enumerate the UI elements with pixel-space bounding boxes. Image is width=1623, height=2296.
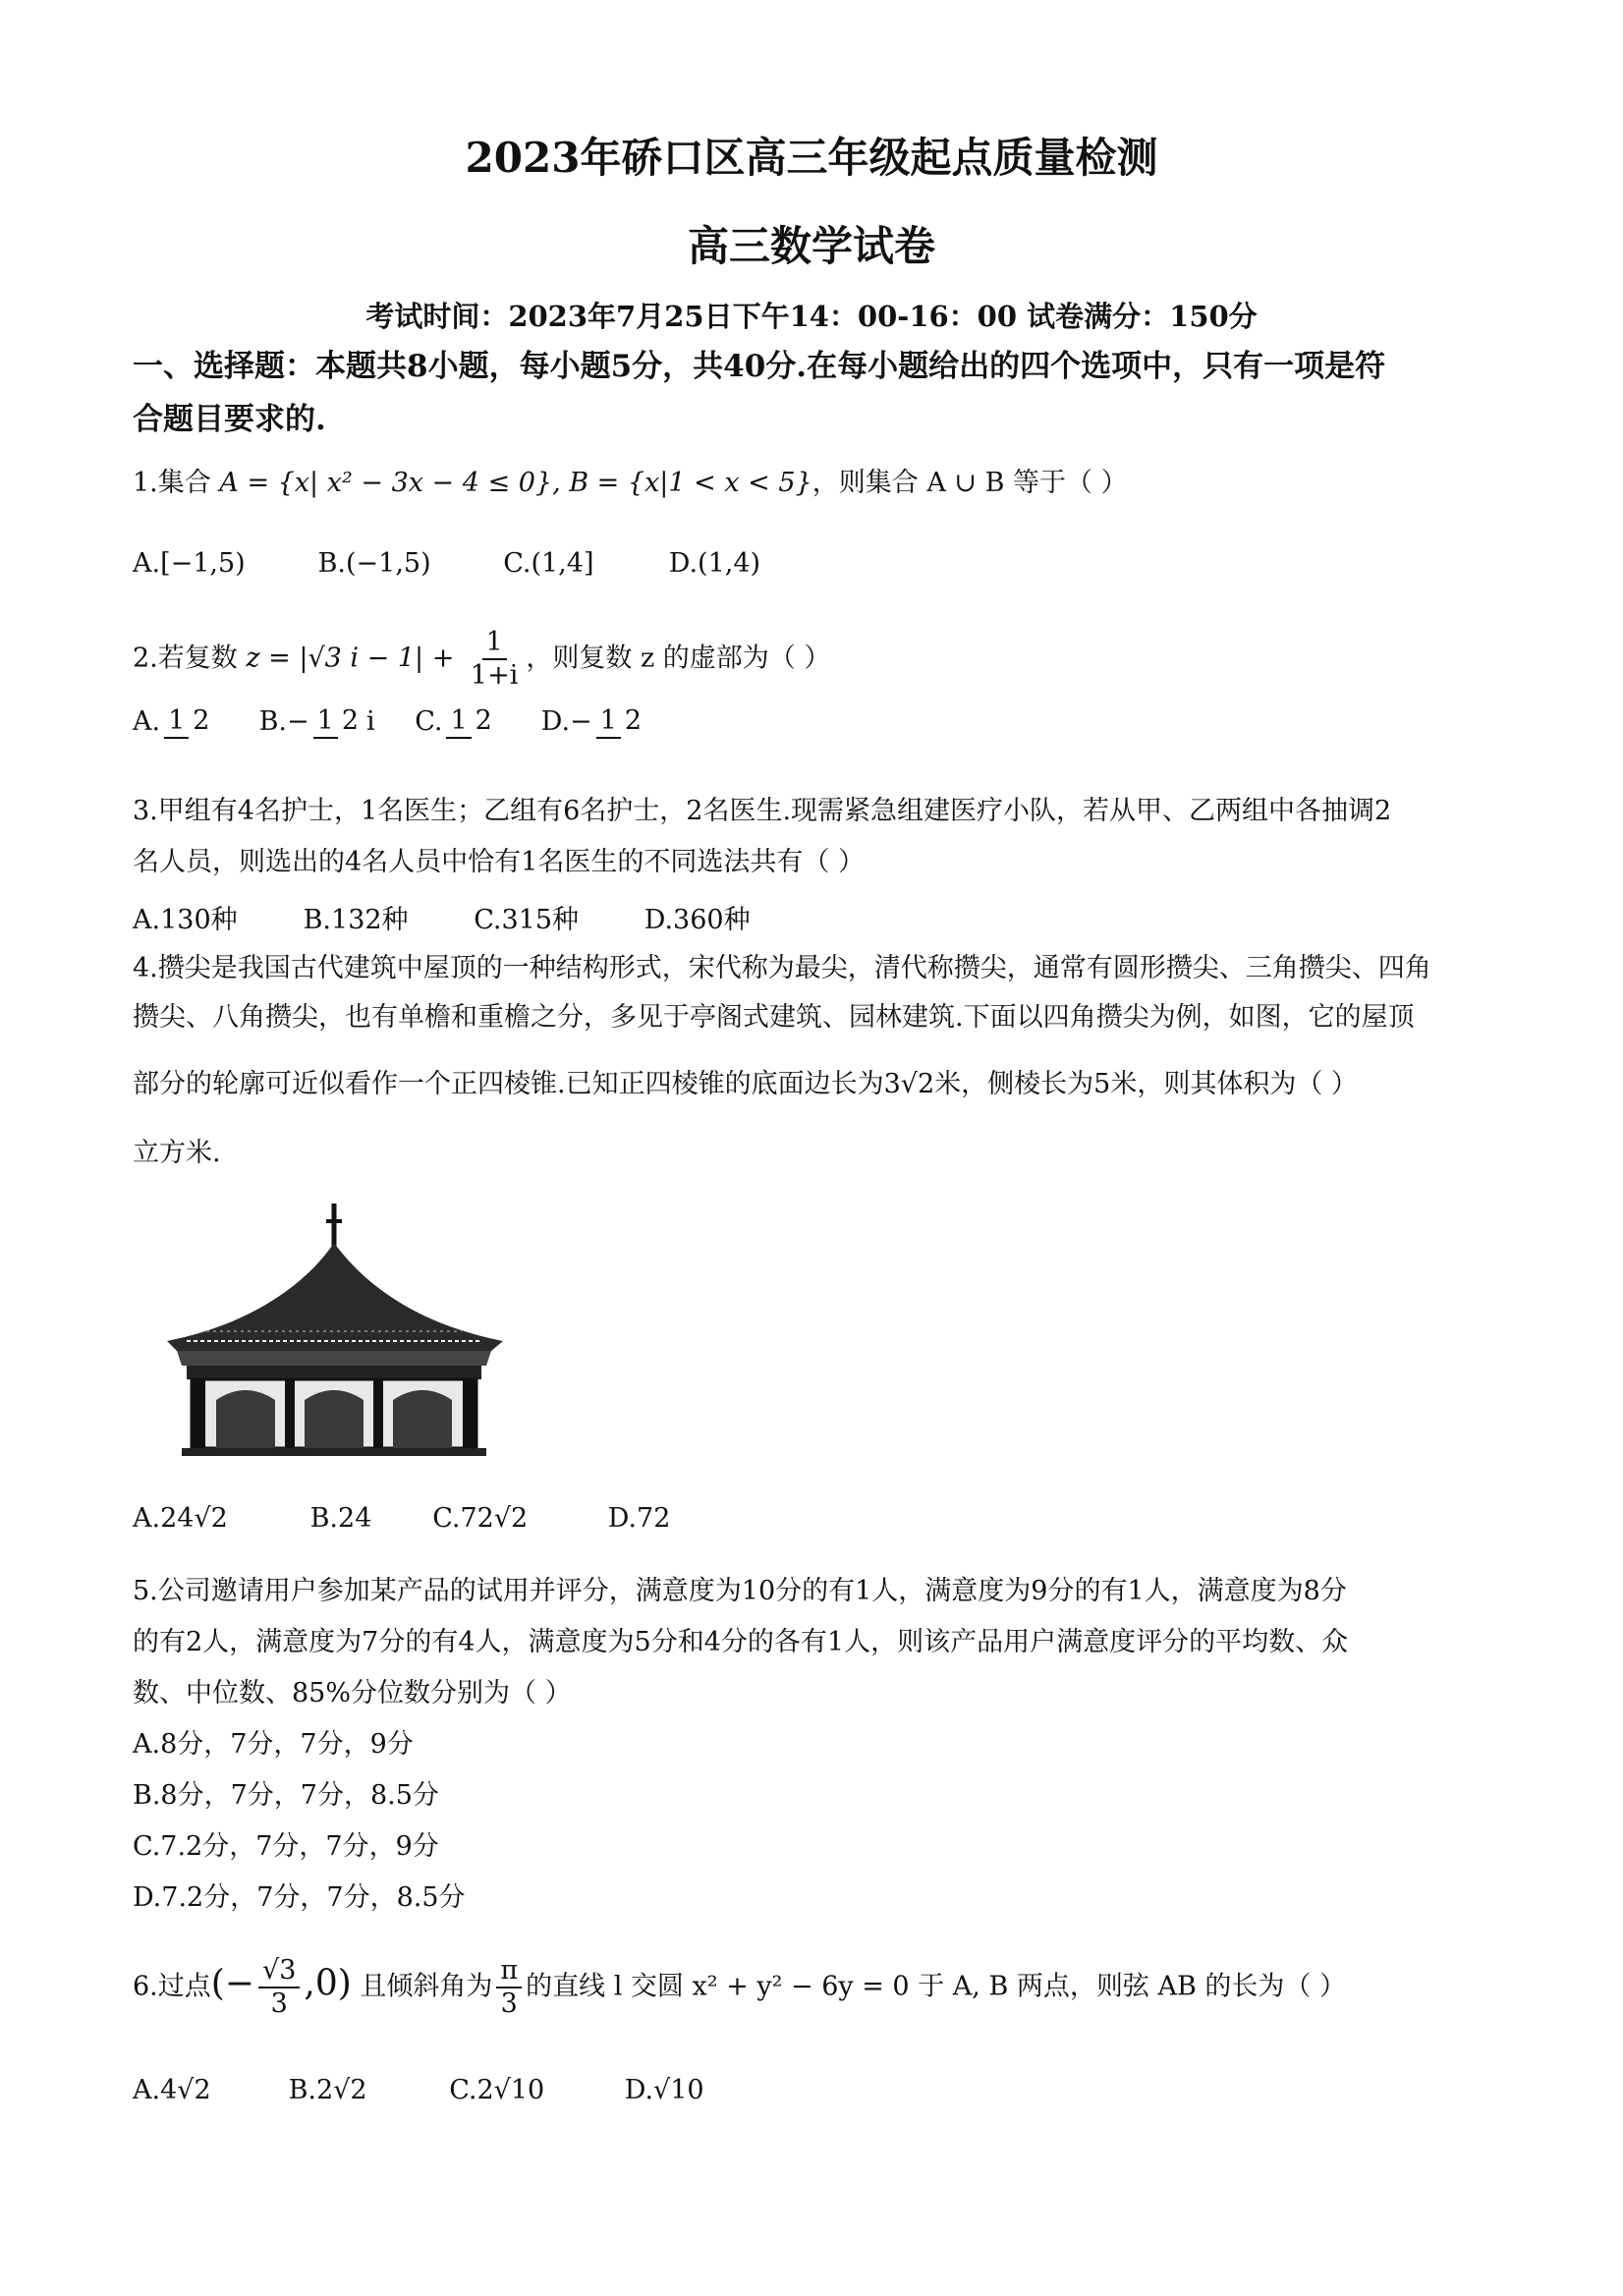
q4-options [133,1503,670,1534]
q5-line2: 的有2人，满意度为7分的有4人，满意度为5分和4分的各有1人，则该产品用户满意度评分的平均数、众 [133,1627,1349,1657]
q4-option-d: D.72 [607,1503,671,1534]
question-1 [133,466,1128,501]
q1-option-c: C.(1,4] [503,548,594,579]
q2-frac-den: 1+i [470,660,519,691]
q5-option-a: A.8分，7分，7分，9分 [133,1729,414,1760]
q6-option-d: D.√10 [624,2075,704,2105]
q3-option-b: B.132种 [303,905,409,935]
q6-frac-num: √3 [258,1955,300,1988]
q1-options [133,548,760,579]
q5-line3: 数、中位数、85%分位数分别为（ ） [133,1678,572,1708]
q6-options [133,2075,704,2105]
q6-point-close: ,0) [304,1963,352,2004]
q1-option-b: B.(−1,5) [317,548,431,579]
q6-angle-fraction [496,1955,522,2020]
q4-line1: 4.攒尖是我国古代建筑中屋顶的一种结构形式，宋代称为最尖，清代称攒尖，通常有圆形攒尖、三角攒尖、四角 [133,953,1431,983]
question-2 [133,627,830,692]
q6-point-open: (− [210,1963,254,2004]
q3-line1: 3.甲组有4名护士，1名医生；乙组有6名护士，2名医生.现需紧急组建医疗小队，若从甲、乙两组中各抽调2 [133,796,1392,826]
q5-option-d: D.7.2分，7分，7分，8.5分 [133,1882,466,1913]
q2-option-d: D.− 1 2 [541,705,649,739]
q6-point-fraction [258,1955,300,2020]
q6-option-b: B.2√2 [288,2075,367,2105]
q3-option-d: D.360种 [644,905,751,935]
q3-option-c: C.315种 [474,905,580,935]
exam-info: 考试时间：2023年7月25日下午14：00-16：00 试卷满分：150分 [365,300,1258,333]
q3-options [133,898,751,936]
q6-frac-den: 3 [270,1988,288,2019]
q2-option-a: A. 1 2 [133,705,251,739]
section-heading-line1: 一、选择题：本题共8小题，每小题5分，共40分.在每小题给出的四个选项中，只有一项是符 [133,349,1386,384]
q6-prefix: 6.过点 [133,1971,211,2002]
exam-title: 2023年硚口区高三年级起点质量检测 [465,134,1158,182]
q3-option-a: A.130种 [133,905,238,935]
q6-angle-den: 3 [500,1988,518,2019]
question-6 [133,1955,1346,2020]
section-heading [133,340,1508,446]
q2-prefix: 2.若复数 [133,643,238,674]
q6-suffix: 的直线 l 交圆 x² + y² − 6y = 0 于 A, B 两点，则弦 AB 的长为（ ） [526,1971,1346,2002]
section-heading-line2: 合题目要求的. [133,402,326,437]
q6-angle-num: π [496,1955,522,1988]
q4-line4: 立方米. [133,1138,221,1168]
q4-line2: 攒尖、八角攒尖，也有单檐和重檐之分，多见于亭阁式建筑、园林建筑.下面以四角攒尖为例，如图，它的屋顶 [133,1002,1415,1033]
q4-line3: 部分的轮廓可近似看作一个正四棱锥.已知正四棱锥的底面边长为3√2米，侧棱长为5米，则其体积为（ ） [133,1069,1358,1099]
q6-option-a: A.4√2 [133,2075,211,2105]
q5-option-c: C.7.2分，7分，7分，9分 [133,1831,439,1862]
q2-expression: z = |√3 i − 1| + [246,643,463,674]
q4-option-a: A.24√2 [133,1503,228,1534]
q6-mid: 且倾斜角为 [360,1971,493,2002]
q1-option-d: D.(1,4) [668,548,761,579]
q1-prefix: 1.集合 [133,468,211,498]
q4-option-c: C.72√2 [432,1503,529,1534]
q2-fraction [467,627,522,692]
q1-option-a: A.[−1,5) [133,548,246,579]
pavilion-illustration [147,1194,521,1459]
q2-suffix: ，则复数 z 的虚部为（ ） [526,643,831,674]
q2-option-b: B.− 1 2 i [259,705,407,739]
q1-suffix: ，则集合 A ∪ B 等于（ ） [812,468,1128,498]
exam-subtitle: 高三数学试卷 [687,222,935,270]
q2-options [133,705,649,739]
q1-set-a: A = {x| x² − 3x − 4 ≤ 0} [219,468,553,498]
q6-option-c: C.2√10 [449,2075,545,2105]
q3-line2: 名人员，则选出的4名人员中恰有1名医生的不同选法共有（ ） [133,847,865,877]
q1-set-b: , B = {x|1 < x < 5} [552,468,812,498]
q5-line1: 5.公司邀请用户参加某产品的试用并评分，满意度为10分的有1人，满意度为9分的有1人，满意度为8分 [133,1576,1347,1606]
q5-option-b: B.8分，7分，7分，8.5分 [133,1780,439,1811]
q2-frac-num: 1 [482,627,507,660]
q4-option-b: B.24 [309,1503,372,1534]
q2-option-c: C. 1 2 [415,705,532,739]
